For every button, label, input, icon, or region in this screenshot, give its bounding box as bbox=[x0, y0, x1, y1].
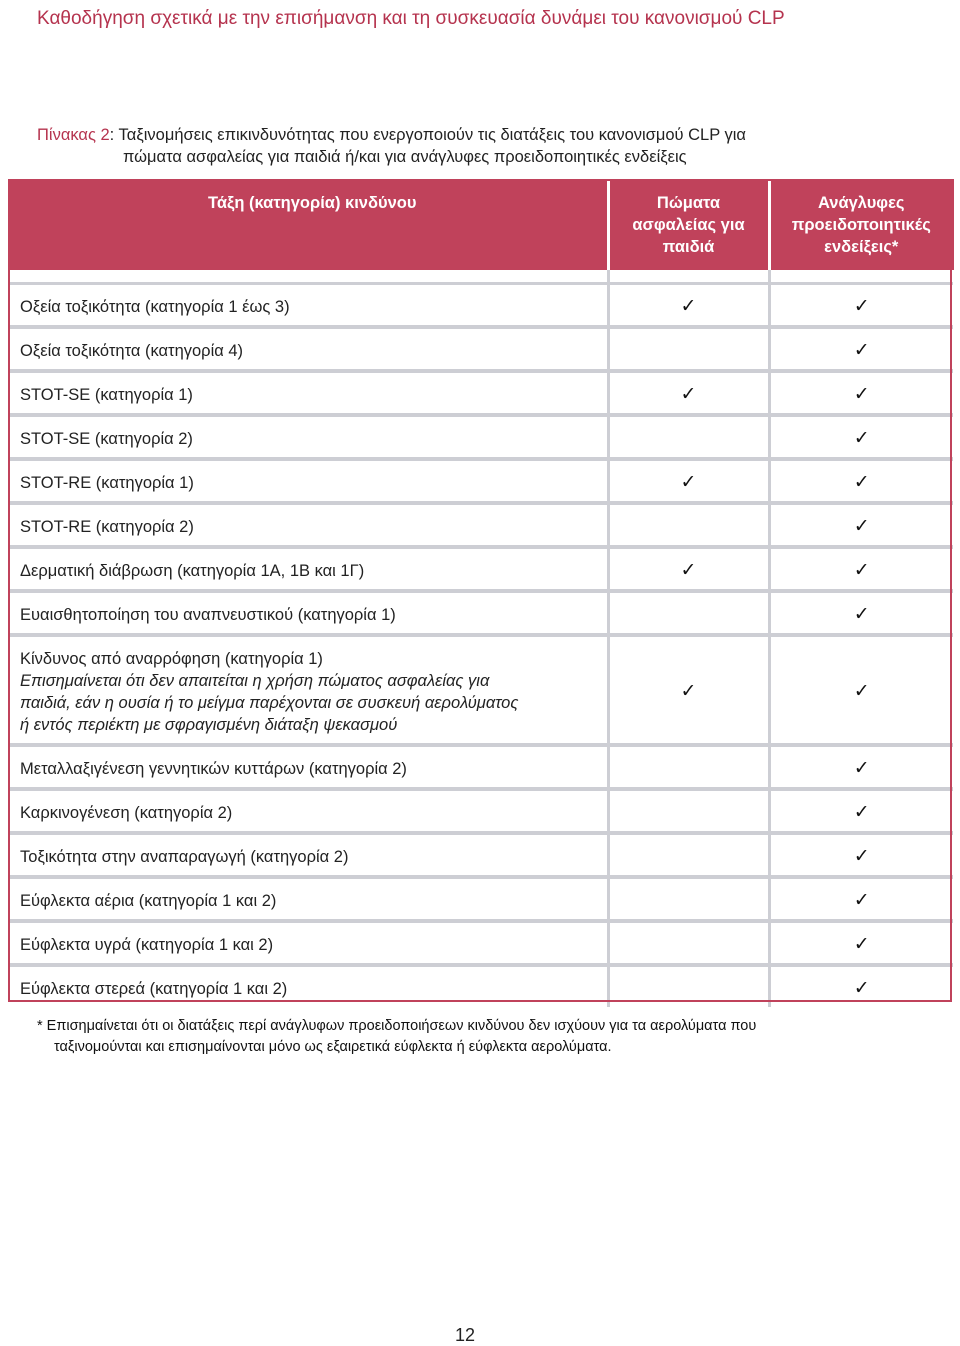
table-row bbox=[9, 415, 953, 459]
hazard-note-line: Επισημαίνεται ότι δεν απαιτείται η χρήση πώματος ασφαλείας για bbox=[20, 672, 490, 690]
tactile-warning-check-cell bbox=[769, 877, 953, 921]
hazard-class-label: STOT-SE (κατηγορία 2) bbox=[20, 430, 193, 448]
checkmark-icon: ✓ bbox=[680, 680, 697, 702]
table-row bbox=[9, 833, 953, 877]
hazard-class-cell bbox=[9, 635, 608, 745]
table-caption-text-line2: πώματα ασφαλείας για παιδιά ή/και για ανάγλυφες προειδοποιητικές ενδείξεις bbox=[123, 148, 687, 166]
checkmark-icon: ✓ bbox=[853, 383, 870, 405]
hazard-class-label: Οξεία τοξικότητα (κατηγορία 1 έως 3) bbox=[20, 298, 290, 316]
hazard-class-cell bbox=[9, 921, 608, 965]
hazard-class-label: Μεταλλαξιγένεση γεννητικών κυττάρων (κατηγορία 2) bbox=[20, 760, 407, 778]
header-hazard-class: Τάξη (κατηγορία) κινδύνου bbox=[9, 180, 608, 269]
footnote-line2: ταξινομούνται και επισημαίνονται μόνο ως εξαιρετικά εύφλεκτα ή εύφλεκτα αερολύματα. bbox=[54, 1039, 612, 1055]
child-resistant-check-cell bbox=[608, 877, 769, 921]
checkmark-icon: ✓ bbox=[853, 471, 870, 493]
checkmark-icon: ✓ bbox=[853, 339, 870, 361]
table-caption bbox=[37, 124, 917, 168]
table-caption-label: Πίνακας 2 bbox=[37, 126, 110, 144]
table-row bbox=[9, 789, 953, 833]
table-row bbox=[9, 503, 953, 547]
hazard-class-cell bbox=[9, 459, 608, 503]
tactile-warning-check-cell bbox=[769, 635, 953, 745]
hazard-class-label: Εύφλεκτα υγρά (κατηγορία 1 και 2) bbox=[20, 936, 274, 954]
hazard-class-cell bbox=[9, 327, 608, 371]
hazard-class-cell bbox=[9, 547, 608, 591]
hazard-classification-table bbox=[8, 179, 954, 1007]
child-resistant-check-cell bbox=[608, 965, 769, 1007]
hazard-class-label: STOT-SE (κατηγορία 1) bbox=[20, 386, 193, 404]
checkmark-icon: ✓ bbox=[853, 295, 870, 317]
checkmark-icon: ✓ bbox=[853, 427, 870, 449]
child-resistant-check-cell bbox=[608, 833, 769, 877]
child-resistant-check-cell bbox=[608, 459, 769, 503]
table-row bbox=[9, 877, 953, 921]
tactile-warning-check-cell bbox=[769, 459, 953, 503]
header-spacer-row bbox=[9, 269, 953, 284]
tactile-warning-check-cell bbox=[769, 591, 953, 635]
table-header-row bbox=[9, 180, 953, 269]
table-row bbox=[9, 459, 953, 503]
checkmark-icon: ✓ bbox=[853, 889, 870, 911]
tactile-warning-check-cell bbox=[769, 327, 953, 371]
tactile-warning-check-cell bbox=[769, 833, 953, 877]
hazard-class-label: STOT-RE (κατηγορία 2) bbox=[20, 518, 194, 536]
checkmark-icon: ✓ bbox=[853, 559, 870, 581]
hazard-class-cell bbox=[9, 789, 608, 833]
tactile-warning-check-cell bbox=[769, 371, 953, 415]
document-title: Καθοδήγηση σχετικά με την επισήμανση και τη συσκευασία δυνάμει του κανονισμού CLP bbox=[37, 8, 785, 29]
hazard-class-cell bbox=[9, 833, 608, 877]
child-resistant-check-cell bbox=[608, 921, 769, 965]
checkmark-icon: ✓ bbox=[853, 933, 870, 955]
table-row bbox=[9, 547, 953, 591]
tactile-warning-check-cell bbox=[769, 415, 953, 459]
footnote-line1: * Επισημαίνεται ότι οι διατάξεις περί ανάγλυφων προειδοποιήσεων κινδύνου δεν ισχύουν για τα αερολύματα που bbox=[37, 1018, 757, 1034]
checkmark-icon: ✓ bbox=[853, 801, 870, 823]
child-resistant-check-cell bbox=[608, 371, 769, 415]
hazard-class-label: Καρκινογένεση (κατηγορία 2) bbox=[20, 804, 233, 822]
tactile-warning-check-cell bbox=[769, 745, 953, 789]
hazard-class-cell bbox=[9, 745, 608, 789]
checkmark-icon: ✓ bbox=[680, 559, 697, 581]
hazard-class-cell bbox=[9, 965, 608, 1007]
page-number: 12 bbox=[454, 1325, 476, 1345]
child-resistant-check-cell bbox=[608, 547, 769, 591]
table-row bbox=[9, 284, 953, 328]
hazard-class-cell bbox=[9, 415, 608, 459]
table-row bbox=[9, 965, 953, 1007]
tactile-warning-check-cell bbox=[769, 965, 953, 1007]
checkmark-icon: ✓ bbox=[853, 977, 870, 999]
checkmark-icon: ✓ bbox=[853, 757, 870, 779]
checkmark-icon: ✓ bbox=[680, 295, 697, 317]
hazard-class-label: Τοξικότητα στην αναπαραγωγή (κατηγορία 2) bbox=[20, 848, 349, 866]
hazard-class-label: Κίνδυνος από αναρρόφηση (κατηγορία 1) bbox=[20, 650, 323, 668]
table-row bbox=[9, 635, 953, 745]
checkmark-icon: ✓ bbox=[853, 515, 870, 537]
checkmark-icon: ✓ bbox=[680, 383, 697, 405]
table-body bbox=[9, 269, 953, 1007]
header-tactile-warnings: Ανάγλυφες προειδοποιητικές ενδείξεις* bbox=[769, 180, 953, 269]
child-resistant-check-cell bbox=[608, 284, 769, 328]
tactile-warning-check-cell bbox=[769, 284, 953, 328]
child-resistant-check-cell bbox=[608, 503, 769, 547]
hazard-note-line: ή εντός περιέκτη με σφραγισμένη διάταξη ψεκασμού bbox=[20, 716, 398, 734]
table-row bbox=[9, 591, 953, 635]
hazard-class-cell bbox=[9, 503, 608, 547]
child-resistant-check-cell bbox=[608, 415, 769, 459]
hazard-class-cell bbox=[9, 284, 608, 328]
hazard-class-label: Δερματική διάβρωση (κατηγορία 1A, 1B και 1Γ) bbox=[20, 562, 365, 580]
checkmark-icon: ✓ bbox=[853, 680, 870, 702]
child-resistant-check-cell bbox=[608, 745, 769, 789]
table-row bbox=[9, 921, 953, 965]
hazard-class-label: Εύφλεκτα αέρια (κατηγορία 1 και 2) bbox=[20, 892, 277, 910]
hazard-class-label: Οξεία τοξικότητα (κατηγορία 4) bbox=[20, 342, 244, 360]
tactile-warning-check-cell bbox=[769, 547, 953, 591]
tactile-warning-check-cell bbox=[769, 789, 953, 833]
checkmark-icon: ✓ bbox=[680, 471, 697, 493]
hazard-class-label: Εύφλεκτα στερεά (κατηγορία 1 και 2) bbox=[20, 980, 288, 998]
table-row bbox=[9, 745, 953, 789]
checkmark-icon: ✓ bbox=[853, 845, 870, 867]
hazard-class-label: STOT-RE (κατηγορία 1) bbox=[20, 474, 194, 492]
child-resistant-check-cell bbox=[608, 327, 769, 371]
hazard-note-line: παιδιά, εάν η ουσία ή το μείγμα παρέχονται σε συσκευή αερολύματος bbox=[20, 694, 519, 712]
table-caption-text-line1: : Ταξινομήσεις επικινδυνότητας που ενεργοποιούν τις διατάξεις του κανονισμού CLP για bbox=[109, 126, 746, 144]
header-child-resistant-fastenings: Πώματα ασφαλείας για παιδιά bbox=[608, 180, 769, 269]
table-row bbox=[9, 371, 953, 415]
child-resistant-check-cell bbox=[608, 591, 769, 635]
table-row bbox=[9, 327, 953, 371]
tactile-warning-check-cell bbox=[769, 921, 953, 965]
hazard-class-cell bbox=[9, 877, 608, 921]
footnote bbox=[37, 1016, 927, 1058]
hazard-class-cell bbox=[9, 591, 608, 635]
hazard-class-cell bbox=[9, 371, 608, 415]
child-resistant-check-cell bbox=[608, 635, 769, 745]
tactile-warning-check-cell bbox=[769, 503, 953, 547]
child-resistant-check-cell bbox=[608, 789, 769, 833]
checkmark-icon: ✓ bbox=[853, 603, 870, 625]
hazard-class-label: Ευαισθητοποίηση του αναπνευστικού (κατηγορία 1) bbox=[20, 606, 396, 624]
